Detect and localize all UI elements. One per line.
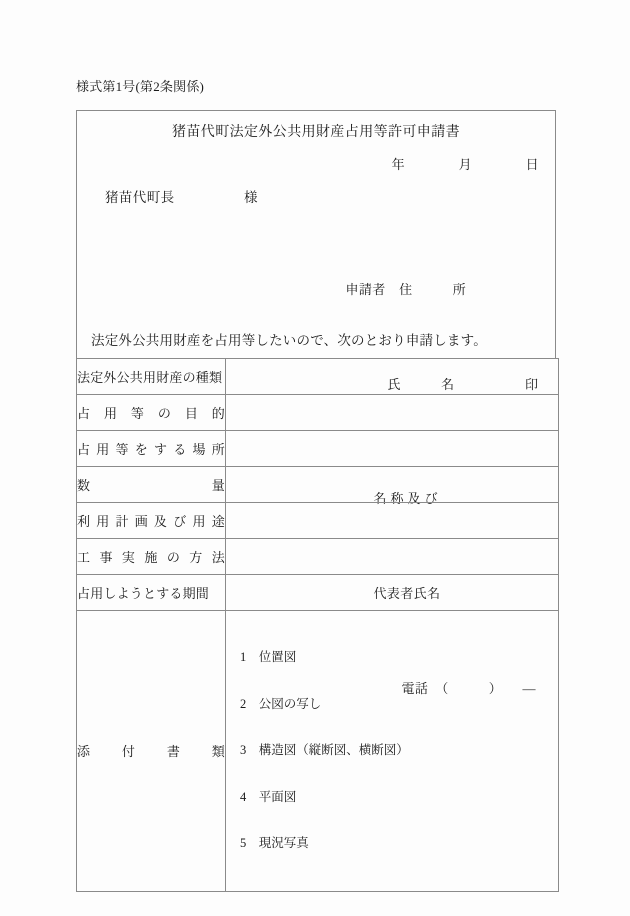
row-value-purpose[interactable] <box>226 395 559 431</box>
applicant-entity-label: 名 称 及 び <box>373 491 439 506</box>
addressee-line: 猪苗代町長 様 <box>105 190 258 205</box>
row-label-period <box>77 575 226 611</box>
row-label-text: 添 付 書 類 <box>77 744 225 760</box>
row-value-method[interactable] <box>226 539 559 575</box>
row-label-plan <box>77 503 226 539</box>
table-row <box>77 359 559 395</box>
list-item: 3 構造図（縦断図、横断図） <box>240 743 409 757</box>
list-item: 4 平面図 <box>240 789 297 804</box>
applicant-representative-label: 代表者氏名 <box>373 586 441 601</box>
application-details-table <box>76 358 559 892</box>
table-row <box>77 395 559 431</box>
form-number: 様式第1号(第2条関係) <box>76 79 205 94</box>
table-row <box>77 467 559 503</box>
table-row-attachments <box>77 611 559 892</box>
attachment-list <box>240 619 558 883</box>
row-label-method <box>77 539 226 575</box>
row-label-text: 数 量 <box>77 478 225 493</box>
list-item: 5 現況写真 <box>240 836 309 850</box>
table-body <box>77 359 559 892</box>
row-label-text: 占用しようとする期間 <box>77 586 210 601</box>
table-row <box>77 431 559 467</box>
row-label-text: 占 用 等 を す る 場 所 <box>77 442 225 457</box>
table-row <box>77 503 559 539</box>
row-label-purpose <box>77 395 226 431</box>
list-item: 1 位置図 <box>240 650 297 664</box>
seal-mark: 印 <box>525 377 539 392</box>
row-value-plan[interactable] <box>226 503 559 539</box>
row-label-text: 利 用 計 画 及 び 用 途 <box>77 514 225 529</box>
table-row <box>77 539 559 575</box>
table-row <box>77 575 559 611</box>
applicant-name-label: 氏 名 <box>387 377 455 392</box>
row-label-text: 工 事 実 施 の 方 法 <box>77 550 225 565</box>
document-title: 猪苗代町法定外公共用財産占用等許可申請書 <box>172 125 460 140</box>
row-label-kind <box>77 359 226 395</box>
row-label-attachments <box>77 611 226 892</box>
list-item: 2 公図の写し <box>240 696 322 711</box>
applicant-address-label: 申請者 住 所 <box>345 282 467 297</box>
applicant-address-line <box>309 261 536 318</box>
application-statement: 法定外公共用財産を占用等したいので、次のとおり申請します。 <box>91 333 487 348</box>
row-label-location <box>77 431 226 467</box>
row-label-text: 占 用 等 の 目 的 <box>77 406 225 421</box>
row-value-attachments <box>226 611 559 892</box>
row-label-text: 法定外公共用財産の種類 <box>77 370 223 385</box>
row-value-period[interactable] <box>226 575 559 611</box>
row-label-quantity <box>77 467 226 503</box>
row-value-kind[interactable] <box>226 359 559 395</box>
row-value-quantity[interactable] <box>226 467 559 503</box>
applicant-phone-label: 電話 （ ） ― <box>401 681 536 696</box>
date-line: 年 月 日 <box>391 157 539 172</box>
row-value-location[interactable] <box>226 431 559 467</box>
